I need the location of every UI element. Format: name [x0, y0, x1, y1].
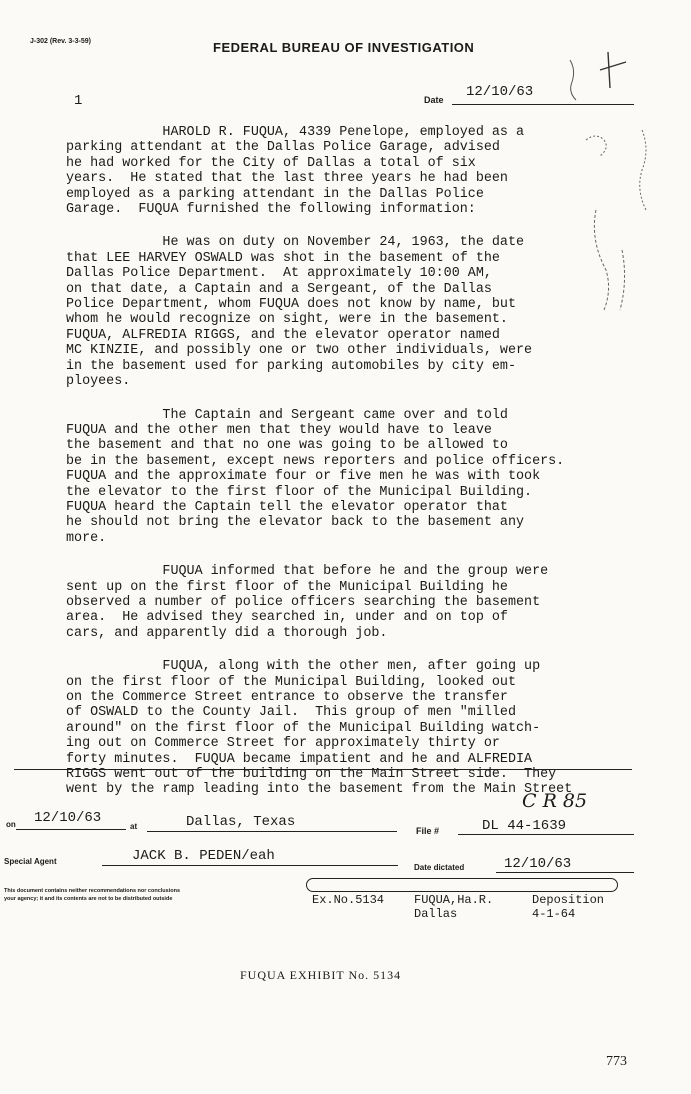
form-number: J-302 (Rev. 3-3-59): [30, 38, 91, 45]
exhibit-number: Ex.No.5134: [312, 893, 385, 907]
report-body: [66, 125, 632, 798]
date-value: 12/10/63: [466, 84, 534, 100]
date-underline: [452, 104, 634, 105]
interview-date-line: [16, 829, 126, 830]
interview-place: Dallas, Texas: [186, 814, 296, 830]
exhibit-caption: FUQUA EXHIBIT No. 5134: [240, 968, 402, 982]
date-label: Date: [424, 95, 444, 105]
deponent-name: FUQUA,Ha.R.: [414, 893, 494, 907]
special-agent-line: [102, 865, 398, 866]
deposition-date: 4-1-64: [532, 907, 576, 921]
handwritten-cr-number: C R 85: [522, 790, 588, 812]
file-label: File #: [416, 826, 440, 836]
paragraph-5: FUQUA, along with the other men, after going up on the first floor of the Municipal Building, looked out on the Commerce Street entrance to observe the transfer of OSWALD to the County Jail. This group of men "milled around" on the first floor of the Municipal Building watch- ing out on Commerce Street for approximately thirty or forty minutes. FUQUA became impatient and he and ALFREDIA RIGGS went out of the building on the Main Street side. They went by the ramp leading into the basement from the Main Street: [66, 659, 573, 798]
page-number: 1: [74, 93, 83, 109]
volume-page-number: 773: [606, 1054, 627, 1069]
paragraph-2: He was on duty on November 24, 1963, the date that LEE HARVEY OSWALD was shot in the basement of the Dallas Police Department. At approximately 10:00 AM, on that date, a Captain and a Sergeant, of the Dallas Police Department, whom FUQUA does not know by name, but whom he would recognize on sight, were in the basement. FUQUA, ALFREDIA RIGGS, and the elevator operator named MC KINZIE, and possibly one or two other individuals, were in the basement used for parking automobiles by city em- ployees.: [66, 235, 533, 390]
disclaimer-line-2: your agency; it and its contents are not to be distributed outside: [4, 896, 173, 902]
deposition-label: Deposition: [532, 893, 605, 907]
special-agent-label: Special Agent: [4, 857, 57, 866]
paragraph-4: FUQUA informed that before he and the group were sent up on the first floor of the Municipal Building he observed a number of police officers searching the basement area. He advised they searched in, under and on top of cars, and apparently did a thorough job.: [66, 564, 549, 641]
exhibit-stamp-box: [306, 878, 618, 892]
file-number-line: [458, 834, 634, 835]
paragraph-gap: [66, 546, 632, 564]
file-number: DL 44-1639: [482, 818, 567, 834]
on-label: on: [6, 820, 16, 829]
date-dictated-value: 12/10/63: [504, 856, 572, 872]
agency-heading: FEDERAL BUREAU OF INVESTIGATION: [213, 40, 475, 55]
paragraph-gap: [66, 217, 632, 235]
paragraph-1: HAROLD R. FUQUA, 4339 Penelope, employed as a parking attendant at the Dallas Police Garage, advised he had worked for the City of Dallas a total of six years. He stated that the last three years he had been employed as a parking attendant in the Dallas Police Garage. FUQUA furnished the following information:: [66, 125, 525, 218]
interview-place-line: [147, 831, 397, 832]
date-dictated-line: [496, 872, 634, 873]
at-label: at: [130, 822, 138, 831]
interview-date: 12/10/63: [34, 810, 102, 826]
paragraph-gap: [66, 641, 632, 659]
date-dictated-label: Date dictated: [414, 863, 465, 872]
paragraph-gap: [66, 390, 632, 408]
paragraph-3: The Captain and Sergeant came over and told FUQUA and the other men that they would have to leave the basement and that no one was going to be allowed to be in the basement, except news reporters and police officers. FUQUA and the approximate four or five men he was with took the elevator to the first floor of the Municipal Building. FUQUA heard the Captain tell the elevator operator that he should not bring the elevator back to the basement any more.: [66, 407, 565, 546]
footer-rule: [14, 769, 632, 770]
special-agent-name: JACK B. PEDEN/eah: [132, 848, 275, 864]
deponent-city: Dallas: [414, 907, 458, 921]
disclaimer: [4, 887, 180, 903]
disclaimer-line-1: This document contains neither recommendations nor conclusions: [4, 888, 181, 894]
